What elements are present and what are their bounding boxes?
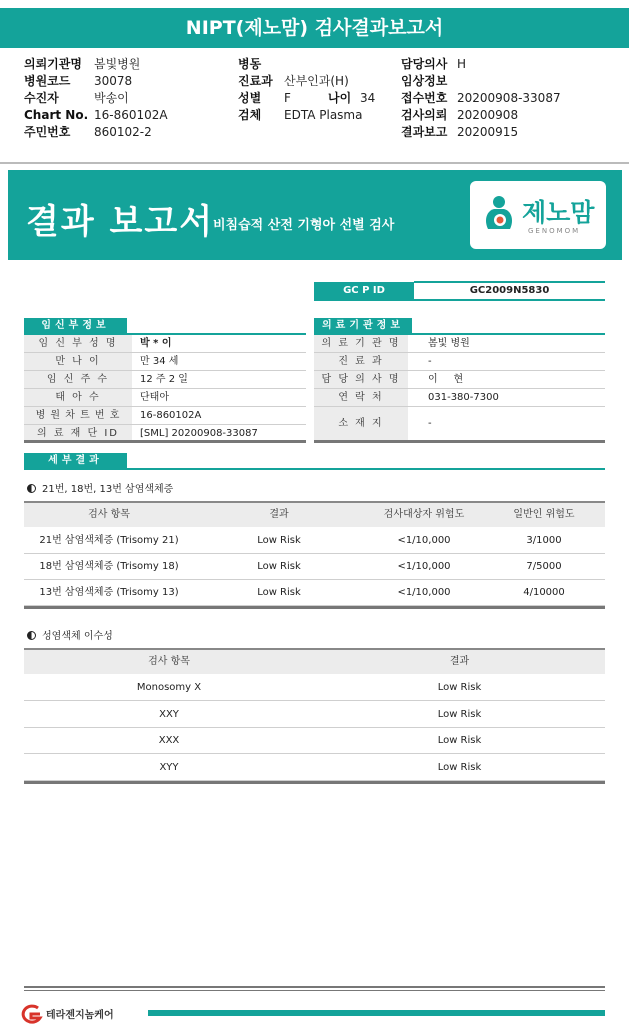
table-row: XXX Low Risk [24, 728, 605, 754]
header-field: 의뢰기관명 봄빛병원 [24, 57, 141, 71]
header-field: 성별 F [238, 91, 291, 105]
half-circle-icon [27, 484, 36, 493]
patient-row: 병 원 차 트 번 호 16-860102A [24, 407, 306, 425]
patient-row: 태 아 수 단태아 [24, 389, 306, 407]
header-field: 임상정보 [401, 74, 448, 88]
header-field: 진료과 산부인과(H) [238, 74, 349, 88]
theragen-logo-icon [18, 1004, 44, 1024]
genomom-logo [470, 181, 606, 249]
tab-line [24, 468, 605, 470]
pid-label: GC P ID [314, 282, 414, 300]
trisomy-table-header: 검사 항목 결과 검사대상자 위험도 일반인 위험도 [24, 501, 605, 527]
table-row: XXY Low Risk [24, 702, 605, 728]
header-field: Chart No. 16-860102A [24, 108, 168, 122]
table-row: 18번 삼염색체증 (Trisomy 18) Low Risk <1/10,000 7/5000 [24, 554, 605, 580]
section-heading-sex-chromosome: 성염색체 이수성 [27, 627, 113, 642]
header-field: 수진자 박송이 [24, 91, 129, 105]
table-row: Monosomy X Low Risk [24, 675, 605, 701]
tab-institution-info: 의료기관정보 [314, 318, 412, 334]
institution-row: 담 당 의 사 명 이 현 [314, 371, 605, 389]
footer-company: 테라젠지놈케어 [46, 1010, 114, 1021]
header-divider [0, 162, 629, 164]
patient-row: 임 신 부 성 명 박 * 이 [24, 335, 306, 353]
institution-row: 의 료 기 관 명 봄빛 병원 [314, 335, 605, 353]
patient-row: 의 료 재 단 ID [SML] 20200908-33087 [24, 425, 306, 443]
table-row: 13번 삼염색체증 (Trisomy 13) Low Risk <1/10,000 4/10000 [24, 580, 605, 606]
genomom-mother-icon [482, 195, 516, 235]
institution-row: 진 료 과 - [314, 353, 605, 371]
banner-title: 결과 보고서 [26, 202, 215, 242]
logo-text: 제노맘 [522, 198, 595, 227]
header-field: 접수번호 20200908-33087 [401, 91, 561, 105]
header-field: 주민번호 860102-2 [24, 125, 152, 139]
table-row: XYY Low Risk [24, 755, 605, 781]
footer-bar [148, 1010, 605, 1016]
institution-row: 소 재 지 - [314, 407, 605, 443]
header-field: 검체 EDTA Plasma [238, 108, 363, 122]
header-col-3 [401, 56, 561, 141]
report-title: NIPT(제노맘) 검사결과보고서 [0, 8, 629, 48]
pid-bottom-line [314, 299, 605, 301]
tab-detail-results: 세부결과 [24, 453, 127, 469]
sex-chromosome-table-header: 검사 항목 결과 [24, 648, 605, 674]
section-heading-trisomy: 21번, 18번, 13번 삼염색체증 [27, 480, 173, 495]
header-col-1 [24, 56, 168, 141]
pid-value: GC2009N5830 [469, 285, 550, 296]
table-bottom-line [314, 440, 605, 443]
header-field: 검사의뢰 20200908 [401, 108, 519, 122]
report-banner [8, 170, 622, 260]
logo-subtext: GENOMOM [528, 227, 581, 235]
header-field: 병원코드 30078 [24, 74, 133, 88]
half-circle-icon [27, 631, 36, 640]
footer-divider [24, 990, 605, 991]
patient-row: 만 나 이 만 34 세 [24, 353, 306, 371]
header-field: 담당의사 H [401, 57, 467, 71]
header-age: 나이 34 [328, 91, 376, 105]
tab-patient-info: 임신부정보 [24, 318, 127, 334]
banner-subtitle: 비침습적 산전 기형아 선별 검사 [213, 218, 395, 233]
table-bottom-line [24, 440, 306, 443]
table-row: 21번 삼염색체증 (Trisomy 21) Low Risk <1/10,000 3/1000 [24, 528, 605, 554]
institution-row: 연 락 처 031-380-7300 [314, 389, 605, 407]
footer-divider [24, 986, 605, 988]
header-field: 결과보고 20200915 [401, 125, 519, 139]
patient-row: 임 신 주 수 12 주 2 일 [24, 371, 306, 389]
table-bottom-line [24, 781, 605, 784]
header-field: 병동 [238, 57, 262, 71]
table-bottom-line [24, 606, 605, 609]
